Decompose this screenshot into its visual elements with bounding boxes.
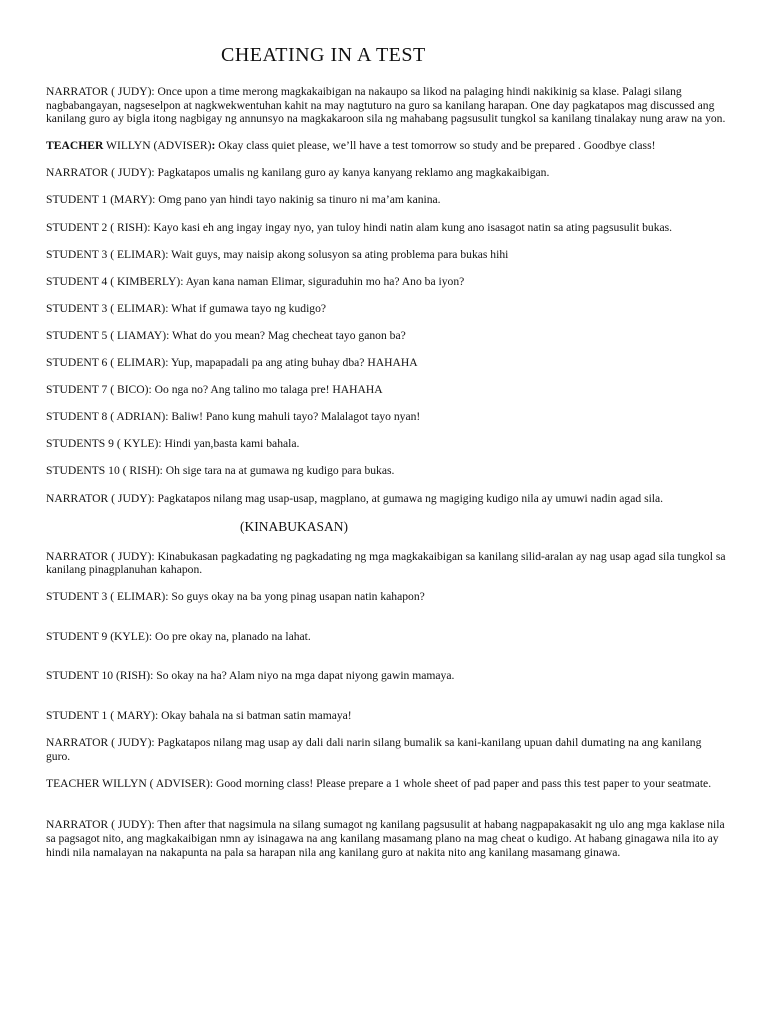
script-line: STUDENT 3 ( ELIMAR): Wait guys, may naisip akong solusyon sa ating problema para bukas hihi [46,247,509,261]
script-line: NARRATOR ( JUDY): Pagkatapos nilang mag usap ay dali dali narin silang bumalik sa kani-kanilang upuan dahil dumating na ang kanilang guro. [46,736,702,763]
script-line: STUDENT 3 ( ELIMAR): So guys okay na ba yong pinag usapan natin kahapon? [46,590,425,604]
script-line: STUDENTS 9 ( KYLE): Hindi yan,basta kami bahala. [46,437,300,451]
section-subheading: (KINABUKASAN) [240,518,348,534]
script-line: NARRATOR ( JUDY): Once upon a time merong magkakaibigan na nakaupo sa likod na palaging hindi nakikinig sa klase. Palagi silang nagbabangayan, nagseselpon at nagkwekwentuhan kahit na may nagtuturo na guro sa kanilang harapan. One day pagkatapos mag discussed ang kanilang guro ay bigla itong nagbigay ng annunsyo na magkakaroon sila ng mahabang pagsusulit tungkol sa kanilang tinalakay nung araw na yon. [46,85,726,126]
document-title: CHEATING IN A TEST [221,44,426,66]
script-line: STUDENT 9 (KYLE): Oo pre okay na, planado na lahat. [46,629,311,643]
script-line: STUDENT 3 ( ELIMAR): What if gumawa tayo ng kudigo? [46,301,327,315]
script-line: STUDENT 4 ( KIMBERLY): Ayan kana naman Elimar, siguraduhin mo ha? Ano ba iyon? [46,274,465,288]
script-line: STUDENT 10 (RISH): So okay na ha? Alam niyo na mga dapat niyong gawin mamaya. [46,669,455,683]
script-line: STUDENT 6 ( ELIMAR): Yup, mapapadali pa ang ating buhay dba? HAHAHA [46,356,418,370]
script-line: STUDENT 1 (MARY): Omg pano yan hindi tayo nakinig sa tinuro ni ma’am kanina. [46,193,441,207]
script-line: STUDENT 5 ( LIAMAY): What do you mean? Mag checheat tayo ganon ba? [46,328,406,342]
script-line: STUDENT 8 ( ADRIAN): Baliw! Pano kung mahuli tayo? Malalagot tayo nyan! [46,410,421,424]
script-line: NARRATOR ( JUDY): Kinabukasan pagkadating ng pagkadating ng mga magkakaibigan sa kanilang silid-aralan ay nag usap agad sila tungkol sa kanilang pinagplanuhan kahapon. [46,549,726,577]
script-line: TEACHER WILLYN (ADVISER): Okay class quiet please, we’ll have a test tomorrow so study and be prepared . Goodbye class! [46,139,656,153]
script-line: NARRATOR ( JUDY): Pagkatapos umalis ng kanilang guro ay kanya kanyang reklamo ang magkakaibigan. [46,166,550,180]
script-line: TEACHER WILLYN ( ADVISER): Good morning class! Please prepare a 1 whole sheet of pad paper and pass this test paper to your seatmate. [46,776,712,790]
script-line: STUDENT 2 ( RISH): Kayo kasi eh ang ingay ingay nyo, yan tuloy hindi natin alam kung ano isasagot natin sa ating pagsusulit bukas. [46,220,673,234]
document-page [46,40,726,873]
script-line: STUDENTS 10 ( RISH): Oh sige tara na at gumawa ng kudigo para bukas. [46,464,395,478]
script-line: STUDENT 1 ( MARY): Okay bahala na si batman satin mamaya! [46,709,352,723]
script-line: STUDENT 7 ( BICO): Oo nga no? Ang talino mo talaga pre! HAHAHA [46,383,383,397]
script-line: NARRATOR ( JUDY): Then after that nagsimula na silang sumagot ng kanilang pagsusulit at habang nagpapakasakit ng ulo ang mga kaklase nila sa pagsagot nito, ang magkakaibigan nmn ay isinagawa na ang kanilang masamang plano na mag cheat o kudigo. At habang ginagawa nila ito ay hindi nila namalayan na nakapunta na pala sa harapan nila ang kanilang guro at nakita nito ang kanilang masamang ginawa. [46,818,725,859]
script-line: NARRATOR ( JUDY): Pagkatapos nilang mag usap-usap, magplano, at gumawa ng magiging kudigo nila ay umuwi nadin agad sila. [46,491,664,505]
